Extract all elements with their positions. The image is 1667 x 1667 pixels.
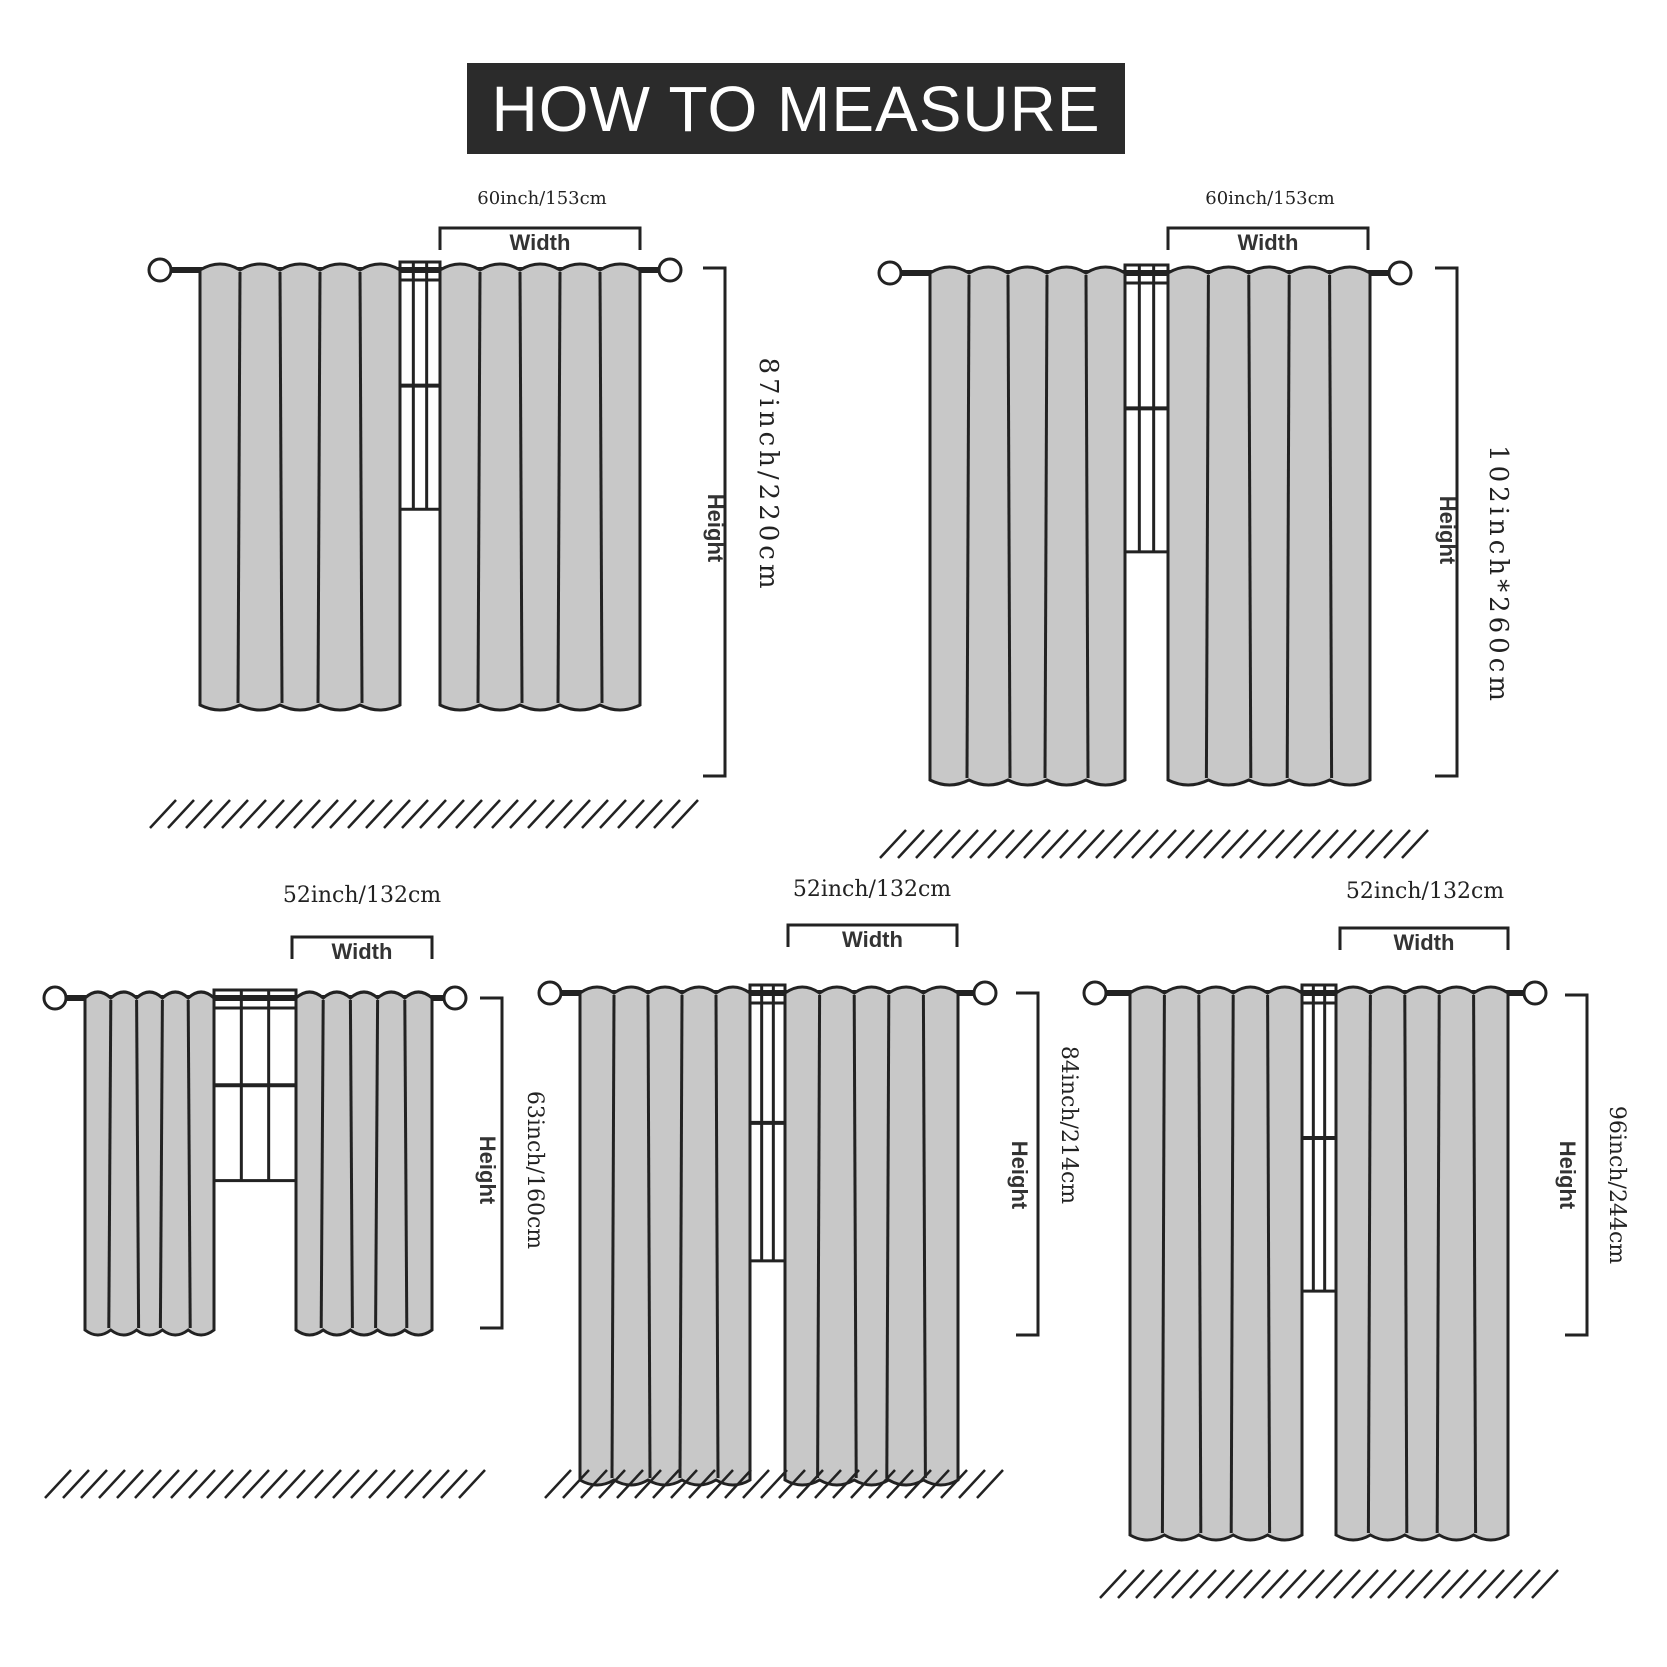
height-measure: 96inch/244cm: [1604, 1105, 1629, 1265]
curtain-fold: [1268, 995, 1270, 1533]
window-b: [1125, 265, 1168, 552]
window-c: [214, 990, 296, 1181]
height-label: Height: [1007, 1140, 1032, 1210]
curtain-right: [440, 264, 640, 710]
curtain-fold: [1086, 275, 1088, 778]
width-measure: 52inch/132cm: [1345, 879, 1505, 904]
curtain-fabric: [85, 992, 214, 1335]
window-e: [1302, 985, 1336, 1291]
rod-finial-icon: [444, 987, 466, 1009]
window-a: [400, 262, 440, 509]
curtain-fold: [818, 995, 820, 1478]
curtain-fold: [160, 1000, 162, 1328]
curtain-fold: [612, 995, 614, 1478]
height-measure: 63inch/160cm: [522, 1090, 547, 1250]
width-label: Width: [1237, 230, 1299, 255]
curtain-fabric: [785, 987, 958, 1485]
width-measure: 60inch/153cm: [1205, 188, 1335, 209]
curtain-fabric: [440, 264, 640, 710]
width-measure: 52inch/132cm: [792, 877, 952, 902]
curtain-fold: [1162, 995, 1164, 1533]
height-label: Height: [1555, 1140, 1580, 1210]
curtain-fold: [716, 995, 718, 1478]
height-label: Height: [703, 493, 728, 563]
curtain-panel-c: [44, 883, 547, 1498]
curtain-left: [580, 987, 750, 1485]
rod-finial-icon: [879, 262, 901, 284]
curtain-fold: [376, 1000, 378, 1328]
width-measure: 60inch/153cm: [477, 188, 607, 209]
curtain-fold: [238, 272, 240, 703]
curtain-fabric: [930, 267, 1125, 785]
curtain-left: [85, 992, 214, 1335]
rod-finial-icon: [539, 982, 561, 1004]
height-measure: 102inch*260cm: [1483, 445, 1513, 705]
window-d: [750, 985, 785, 1261]
height-measure: 84inch/214cm: [1056, 1045, 1081, 1205]
curtain-fold: [520, 272, 522, 703]
curtain-fabric: [1336, 987, 1508, 1540]
curtain-fold: [923, 995, 925, 1478]
curtain-right: [296, 992, 432, 1335]
curtain-fold: [188, 1000, 190, 1328]
curtain-fold: [405, 1000, 407, 1328]
width-label: Width: [842, 927, 903, 952]
curtain-fold: [360, 272, 362, 703]
curtain-fold: [1330, 275, 1332, 778]
curtain-fold: [1249, 275, 1251, 778]
curtain-fold: [558, 272, 560, 703]
floor-c: [45, 1470, 485, 1498]
floor-e: [1100, 1570, 1558, 1598]
rod-finial-icon: [659, 259, 681, 281]
curtain-left: [200, 264, 400, 710]
rod-finial-icon: [1524, 982, 1546, 1004]
curtain-panel-a: [149, 188, 783, 828]
floor-a: [150, 800, 698, 828]
curtain-fold: [321, 1000, 323, 1328]
curtain-fold: [1008, 275, 1010, 778]
page-title: HOW TO MEASURE: [491, 72, 1101, 145]
height-label: Height: [1435, 495, 1460, 565]
width-label: Width: [1393, 930, 1455, 955]
curtain-panel-e: [1084, 879, 1629, 1598]
curtain-fold: [1405, 995, 1407, 1533]
curtain-panel-b: [879, 188, 1513, 858]
curtain-panel-d: [539, 877, 1081, 1498]
curtain-right: [785, 987, 958, 1485]
width-label: Width: [331, 939, 393, 964]
curtain-fold: [318, 272, 320, 703]
curtain-fold: [887, 995, 889, 1478]
height-label: Height: [475, 1135, 500, 1205]
curtain-fold: [854, 995, 856, 1478]
curtain-left: [1130, 987, 1302, 1540]
height-measure: 87inch/220cm: [753, 357, 783, 593]
rod-finial-icon: [974, 982, 996, 1004]
curtain-fold: [680, 995, 682, 1478]
width-label: Width: [509, 230, 571, 255]
curtain-fabric: [1130, 987, 1302, 1540]
curtain-fabric: [200, 264, 400, 710]
curtain-fold: [280, 272, 282, 703]
width-measure: 52inch/132cm: [282, 883, 442, 908]
curtain-left: [930, 267, 1125, 785]
curtain-fold: [1045, 275, 1047, 778]
curtain-fold: [1287, 275, 1289, 778]
curtain-fold: [1199, 995, 1201, 1533]
rod-finial-icon: [149, 259, 171, 281]
curtain-fold: [1474, 995, 1476, 1533]
curtain-fold: [967, 275, 969, 778]
curtain-fold: [1231, 995, 1233, 1533]
curtain-fabric: [296, 992, 432, 1335]
rod-finial-icon: [44, 987, 66, 1009]
curtain-right: [1336, 987, 1508, 1540]
curtain-fold: [648, 995, 650, 1478]
rod-finial-icon: [1389, 262, 1411, 284]
rod-finial-icon: [1084, 982, 1106, 1004]
curtain-fold: [350, 1000, 352, 1328]
curtain-fabric: [580, 987, 750, 1485]
floor-b: [880, 830, 1428, 858]
curtain-right: [1168, 267, 1370, 785]
curtain-fold: [109, 1000, 111, 1328]
curtain-fabric: [1168, 267, 1370, 785]
curtain-fold: [1206, 275, 1208, 778]
curtain-fold: [1437, 995, 1439, 1533]
curtain-fold: [137, 1000, 139, 1328]
curtain-fold: [1368, 995, 1370, 1533]
curtain-fold: [600, 272, 602, 703]
curtain-fold: [478, 272, 480, 703]
